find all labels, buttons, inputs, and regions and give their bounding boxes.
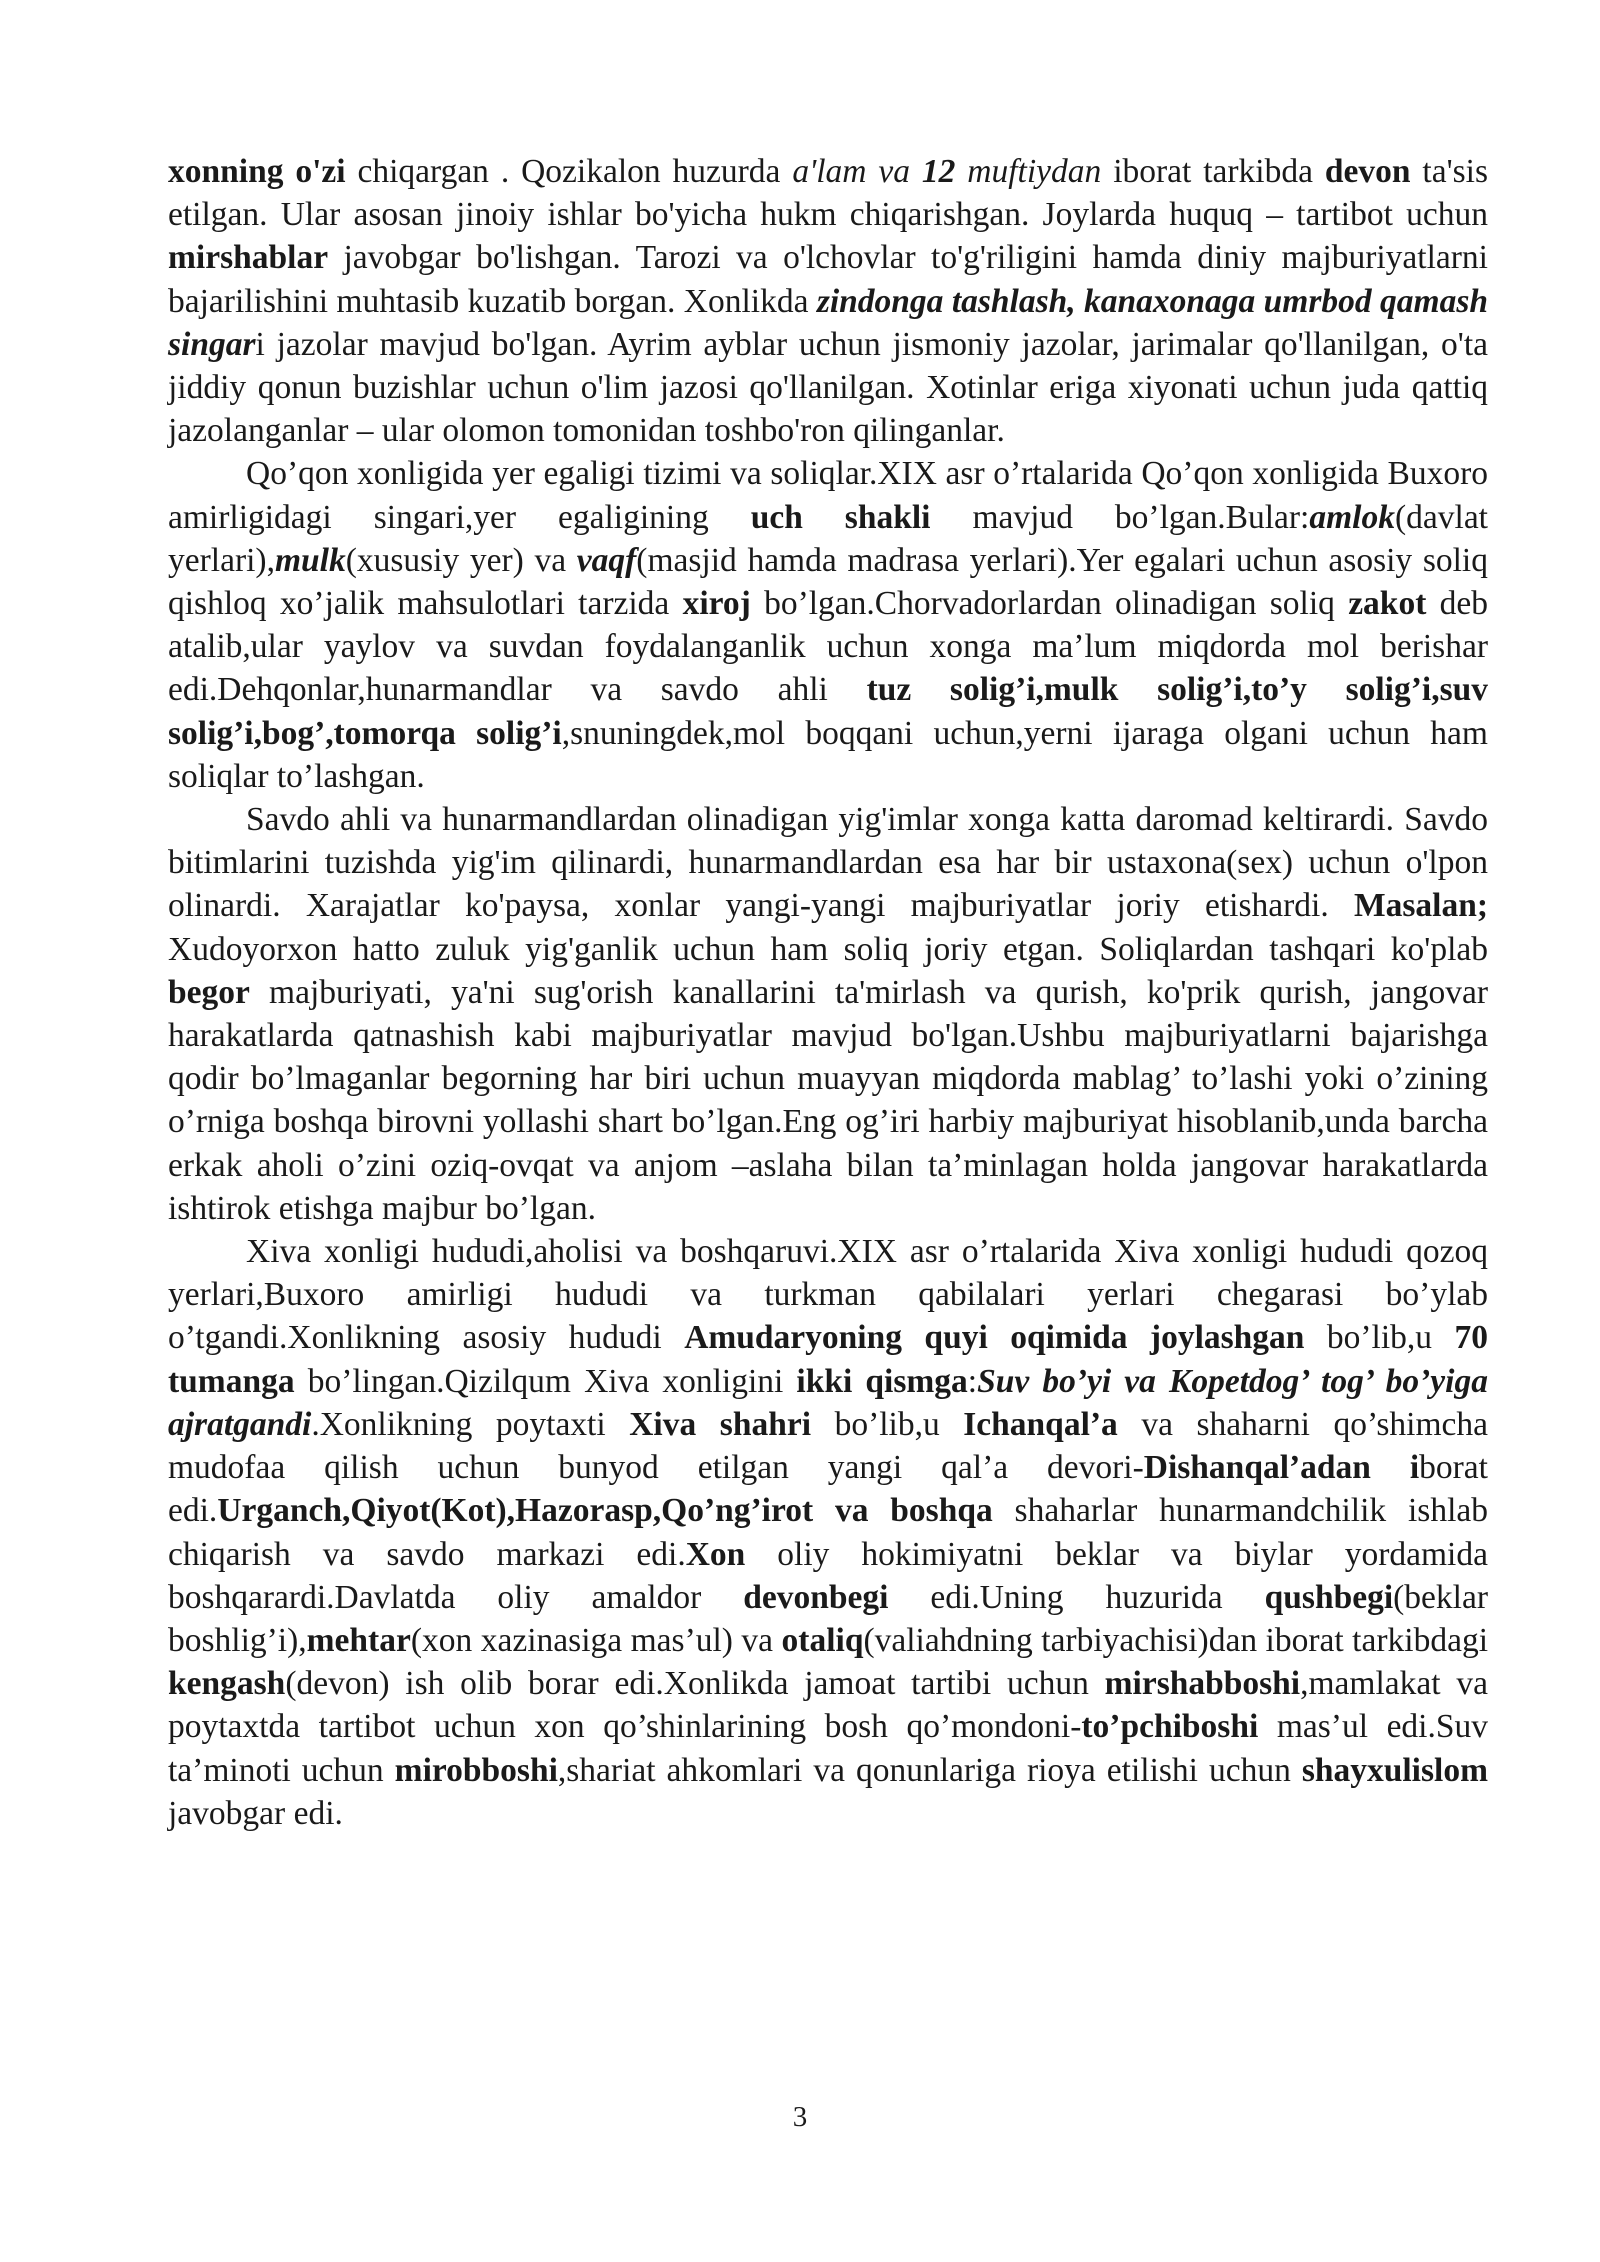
text-run-bold: zakot [1348, 585, 1427, 623]
text-run-bold: uch shakli [750, 498, 931, 536]
text-run-bold: mirobboshi [394, 1751, 558, 1789]
text-run-bold: Xiva shahri [629, 1405, 812, 1443]
text-run-bold-italic: 12 [921, 153, 956, 190]
text-run-bold: kengash [168, 1665, 286, 1703]
text-run-italic: muftiydan [955, 153, 1102, 190]
text-run-bold: mehtar [306, 1621, 411, 1659]
text-run-bold: Urganch,Qiyot(Kot),Hazorasp,Qo’ng’irot va boshqa [217, 1492, 993, 1530]
document-body [168, 150, 1488, 1835]
text-run-bold: otaliq [781, 1621, 864, 1659]
text-run-bold: Masalan; [1354, 887, 1488, 925]
text-run-bold: 70 tumanga [168, 1319, 1488, 1400]
paragraph-3: Savdo ahli va hunarmandlardan olinadigan yig'imlar xonga katta daromad keltirardi. Savdo bitimlarini tuzishda yig'im qilinardi, hunarmandlardan esa har bir ustaxona(sex) uchun o'lpon olinardi. Xarajatlar ko'paysa, xonlar yangi-yangi majburiyatlar joriy etishardi. Masalan; Xudoyorxon hatto zuluk yig'ganlik uchun ham soliq joriy etgan. Soliqlardan tashqari ko'plab begor majburiyati, ya'ni sug'orish kanallarini ta'mirlash va qurish, ko'prik qurish, jangovar harakatlarda qatnashish kabi majburiyatlar mavjud bo'lgan.Ushbu majburiyatlarni bajarishga qodir bo’lmaganlar begorning har biri uchun muayyan miqdorda mablag’ to’lashi yoki o’zining o’rniga boshqa birovni yollashi shart bo’lgan.Eng og’iri harbiy majburiyat hisoblanib,unda barcha erkak aholi o’zini oziq-ovqat va anjom –aslaha bilan ta’minlagan holda jangovar harakatlarda ishtirok etishga majbur bo’lgan. [168, 801, 1488, 1227]
text-run-bold: Dishanqal’adan i [1143, 1449, 1420, 1487]
text-run-bold-italic: amlok [1309, 498, 1395, 536]
text-run-bold: tuz solig’i,mulk solig’i,to’y solig’i,suv solig’i,bog’,tomorqa solig’i [168, 671, 1488, 752]
paragraph-2: Qo’qon xonligida yer egaligi tizimi va soliqlar.XIX asr o’rtalarida Qo’qon xonligida Buxoro amirligidagi singari,yer egaligining uch shakli mavjud bo’lgan.Bular:amlok(davlat yerlari),mulk(xususiy yer) va vaqf(masjid hamda madrasa yerlari).Yer egalari uchun asosiy soliq qishloq xo’jalik mahsulotlari tarzida xiroj bo’lgan.Chorvadorlardan olinadigan soliq zakot deb atalib,ular yaylov va suvdan foydalanganlik uchun xonga ma’lum miqdorda mol berishar edi.Dehqonlar,hunarmandlar va savdo ahli tuz solig’i,mulk solig’i,to’y solig’i,suv solig’i,bog’,tomorqa solig’i,snuningdek,mol boqqani uchun,yerni ijaraga olgani uchun ham soliqlar to’lashgan. [168, 455, 1488, 795]
text-run-bold-italic: zindonga tashlash, kanaxonaga umrbod qamash singar [168, 282, 1488, 363]
paragraph-1: xonning o'zi chiqargan . Qozikalon huzurda a'lam va 12 muftiydan iborat tarkibda devon ta'sis etilgan. Ular asosan jinoiy ishlar bo'yicha hukm chiqarishgan. Joylarda huquq – tartibot uchun mirshablar javobgar bo'lishgan. Tarozi va o'lchovlar to'g'riligini hamda diniy majburiyatlarni bajarilishini muhtasib kuzatib borgan. Xonlikda zindonga tashlash, kanaxonaga umrbod qamash singari jazolar mavjud bo'lgan. Ayrim ayblar uchun jismoniy jazolar, jarimalar qo'llanilgan, o'ta jiddiy qonun buzishlar uchun o'lim jazosi qo'llanilgan. Xotinlar eriga xiyonati uchun juda qattiq jazolanganlar – ular olomon tomonidan toshbo'ron qilinganlar. [168, 153, 1489, 450]
text-run-bold: mirshablar [168, 239, 329, 277]
text-run-italic: a'lam va [792, 153, 922, 190]
text-run-bold-italic: mulk [274, 541, 346, 579]
text-run-bold: begor [168, 973, 250, 1011]
text-run-bold-italic: vaqf [576, 541, 637, 579]
text-run-bold: xonning o'zi [168, 153, 346, 190]
text-run-bold: mirshabboshi [1104, 1665, 1301, 1703]
text-run-bold: Xon [685, 1535, 746, 1573]
text-run-bold-italic: Suv bo’yi va Kopetdog’ tog’ bo’yiga ajratgandi [168, 1362, 1488, 1443]
text-run-bold: ikki qismga [796, 1362, 968, 1400]
text-run-bold: Ichanqal’a [963, 1405, 1118, 1443]
paragraph-4: Xiva xonligi hududi,aholisi va boshqaruvi.XIX asr o’rtalarida Xiva xonligi hududi qozoq yerlari,Buxoro amirligi hududi va turkman qabilalari yerlari chegarasi bo’ylab o’tgandi.Xonlikning asosiy hududi Amudaryoning quyi oqimida joylashgan bo’lib,u 70 tumanga bo’lingan.Qizilqum Xiva xonligini ikki qismga:Suv bo’yi va Kopetdog’ tog’ bo’yiga ajratgandi.Xonlikning poytaxti Xiva shahri bo’lib,u Ichanqal’a va shaharni qo’shimcha mudofaa qilish uchun bunyod etilgan yangi qal’a devori-Dishanqal’adan iborat edi.Urganch,Qiyot(Kot),Hazorasp,Qo’ng’irot va boshqa shaharlar hunarmandchilik ishlab chiqarish va savdo markazi edi.Xon oliy hokimiyatni beklar va biylar yordamida boshqarardi.Davlatda oliy amaldor devonbegi edi.Uning huzurida qushbegi(beklar boshlig’i),mehtar(xon xazinasiga mas’ul) va otaliq(valiahdning tarbiyachisi)dan iborat tarkibdagi kengash(devon) ish olib borar edi.Xonlikda jamoat tartibi uchun mirshabboshi,mamlakat va poytaxtda tartibot uchun xon qo’shinlarining bosh qo’mondoni-to’pchiboshi mas’ul edi.Suv ta’minoti uchun mirobboshi,shariat ahkomlari va qonunlariga rioya etilishi uchun shayxulislom javobgar edi. [168, 1233, 1489, 1832]
text-run-bold: xiroj [682, 585, 751, 623]
text-run-bold: shayxulislom [1301, 1751, 1488, 1789]
page-number: 3 [792, 2101, 808, 2133]
text-run-bold: to’pchiboshi [1081, 1708, 1259, 1746]
text-run-bold: qushbegi [1264, 1578, 1394, 1616]
text-run-bold: devon [1324, 153, 1411, 190]
text-run-bold: devonbegi [743, 1578, 889, 1616]
text-run-bold: Amudaryoning quyi oqimida joylashgan [684, 1319, 1305, 1357]
